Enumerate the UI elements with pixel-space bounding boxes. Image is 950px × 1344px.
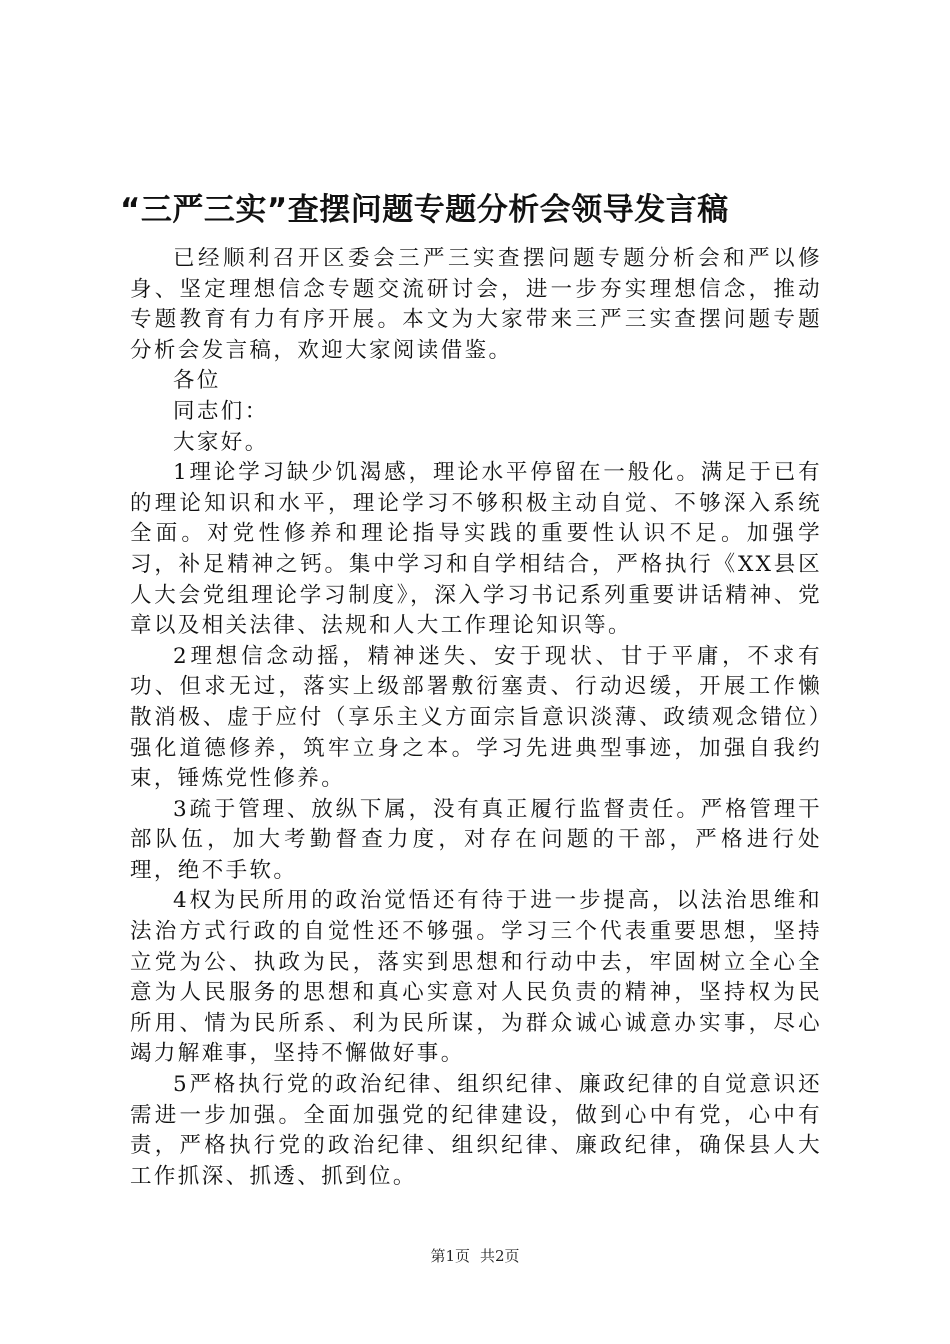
point-paragraph-2: 2理想信念动摇，精神迷失、安于现状、甘于平庸，不求有功、但求无过，落实上级部署敷衍塞责、行动迟缓，开展工作懒散消极、虚于应付（享乐主义方面宗旨意识淡薄、政绩观念错位）强化道德修养，筑牢立身之本。学习先进典型事迹，加强自我约束，锤炼党性修养。 [130, 643, 822, 792]
greeting-line: 大家好。 [173, 429, 269, 455]
page-footer [0, 1246, 950, 1266]
point-paragraph-5: 5严格执行党的政治纪律、组织纪律、廉政纪律的自觉意识还需进一步加强。全面加强党的纪律建设，做到心中有党，心中有责，严格执行党的政治纪律、组织纪律、廉政纪律，确保县人大工作抓深、抓透、抓到位。 [130, 1072, 822, 1189]
document-title: “三严三实”查摆问题专题分析会领导发言稿 [120, 192, 729, 228]
document-body [130, 244, 822, 1192]
point-paragraph-1: 1理论学习缺少饥渴感，理论水平停留在一般化。满足于已有的理论知识和水平，理论学习不够积极主动自觉、不够深入系统全面。对党性修养和理论指导实践的重要性认识不足。加强学习，补足精神之钙。集中学习和自学相结合，严格执行《XX县区人大会党组理论学习制度》，深入学习书记系列重要讲话精神、党章以及相关法律、法规和人大工作理论知识等。 [130, 460, 822, 639]
page-total: 共2页 [480, 1247, 520, 1265]
point-paragraph-4: 4权为民所用的政治觉悟还有待于进一步提高，以法治思维和法治方式行政的自觉性还不够强。学习三个代表重要思想，坚持立党为公、执政为民，落实到思想和行动中去，牢固树立全心全意为人民服务的思想和真心实意对人民负责的精神，坚持权为民所用、情为民所系、利为民所谋，为群众诚心诚意办实事，尽心竭力解难事，坚持不懈做好事。 [130, 888, 822, 1067]
salutation-line: 同志们： [173, 398, 269, 424]
page-number: 第1页 [430, 1247, 470, 1265]
point-paragraph-3: 3疏于管理、放纵下属，没有真正履行监督责任。严格管理干部队伍，加大考勤督查力度，对存在问题的干部，严格进行处理，绝不手软。 [130, 796, 822, 883]
salutation-line: 各位 [173, 368, 221, 394]
intro-paragraph: 已经顺利召开区委会三严三实查摆问题专题分析会和严以修身、坚定理想信念专题交流研讨会，进一步夯实理想信念，推动专题教育有力有序开展。本文为大家带来三严三实查摆问题专题分析会发言稿，欢迎大家阅读借鉴。 [130, 246, 822, 363]
